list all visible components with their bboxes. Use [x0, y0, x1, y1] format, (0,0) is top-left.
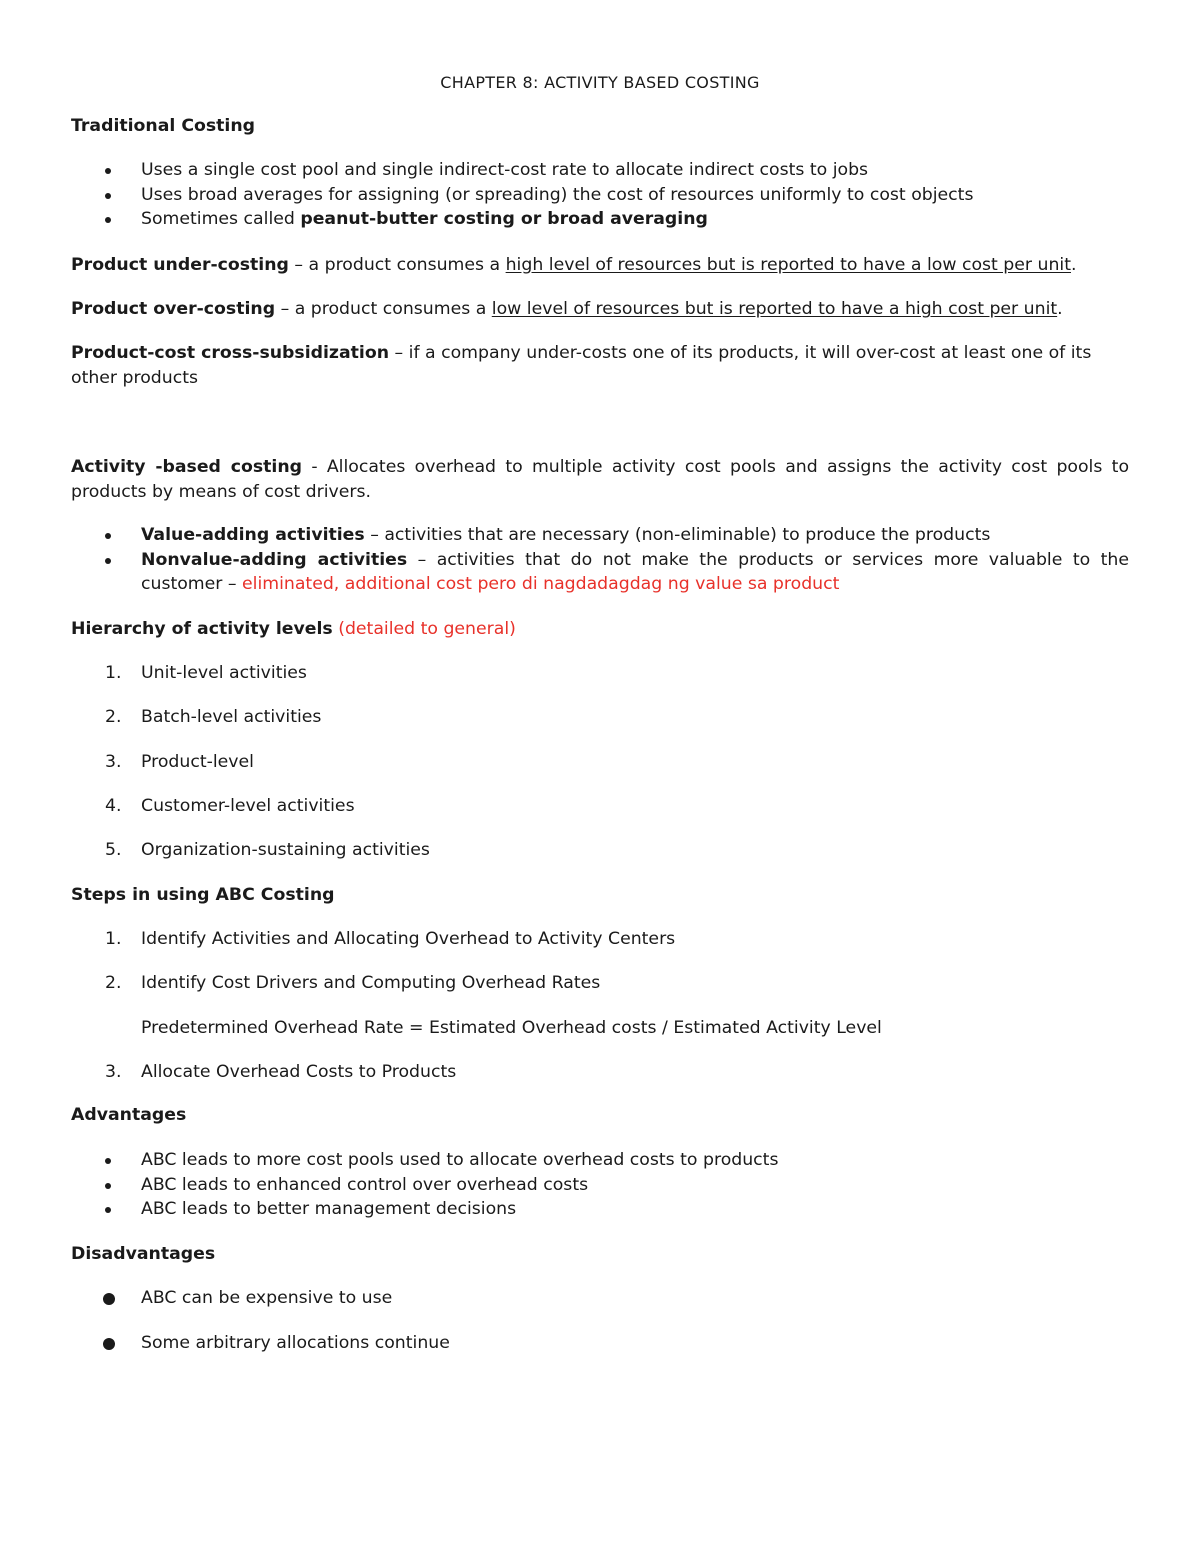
disadvantages-list — [71, 1286, 1129, 1311]
list-number: 1. — [105, 929, 122, 949]
underlined-text: high level of resources but is reported to have a low cost per unit — [505, 255, 1071, 275]
list-item — [71, 838, 1129, 863]
bold-term: peanut-butter costing or broad averaging — [300, 209, 708, 229]
list-item-text: Customer-level activities — [141, 796, 355, 816]
list-item: ABC leads to enhanced control over overhead costs — [71, 1173, 1129, 1198]
list-item — [71, 523, 1129, 548]
list-number: 3. — [105, 752, 122, 772]
hierarchy-heading — [71, 617, 1129, 642]
hierarchy-list — [71, 661, 1129, 686]
list-item — [71, 927, 1129, 952]
definition-text: – activities that do not make the products or services more valuable to the customer – — [141, 549, 1129, 594]
red-note: eliminated, additional cost pero di nagdadagdag ng value sa product — [242, 574, 840, 594]
heading-text: Hierarchy of activity levels — [71, 619, 333, 639]
term: Product-cost cross-subsidization — [71, 343, 390, 363]
list-item — [71, 750, 1129, 775]
list-item-text: Organization-sustaining activities — [141, 840, 430, 860]
list-item: ABC leads to more cost pools used to allocate overhead costs to products — [71, 1148, 1129, 1173]
list-item: Some arbitrary allocations continue — [71, 1331, 1129, 1356]
definition-text: - Allocates overhead to multiple activity cost pools and assigns the activity cost pools to products by means of cost drivers. — [71, 457, 1130, 502]
term: Product over-costing — [71, 299, 276, 319]
over-costing-definition — [71, 297, 1129, 322]
advantages-heading: Advantages — [71, 1105, 187, 1125]
list-number: 4. — [105, 796, 122, 816]
list-number: 1. — [105, 663, 122, 683]
definition-text: – if a company under-costs one of its products, it will over-cost at least one of its other products — [71, 343, 1092, 388]
abc-definition — [71, 455, 1129, 504]
list-item — [71, 971, 1129, 996]
list-item — [71, 207, 1129, 232]
definition-text: – activities that are necessary (non-eliminable) to produce the products — [364, 525, 991, 545]
cross-subsidization-definition — [71, 341, 1129, 390]
list-number: 5. — [105, 840, 122, 860]
list-item-text: Batch-level activities — [141, 707, 322, 727]
list-item — [71, 661, 1129, 686]
list-item-text: Allocate Overhead Costs to Products — [141, 1062, 457, 1082]
list-number: 3. — [105, 1062, 122, 1082]
term: Nonvalue-adding activities — [141, 549, 408, 570]
under-costing-definition — [71, 253, 1129, 278]
traditional-costing-heading: Traditional Costing — [71, 116, 256, 136]
list-item-text: Identify Cost Drivers and Computing Overhead Rates — [141, 973, 601, 993]
steps-heading: Steps in using ABC Costing — [71, 885, 335, 905]
definition-text: – a product consumes a — [288, 255, 506, 275]
list-item: ABC leads to better management decisions — [71, 1197, 1129, 1222]
steps-list — [71, 927, 1129, 952]
activity-types-list — [71, 523, 1129, 597]
list-item-text: Identify Activities and Allocating Overhead to Activity Centers — [141, 929, 676, 949]
period: . — [1057, 299, 1063, 319]
list-item-text: Sometimes called — [141, 209, 301, 229]
disadvantages-heading: Disadvantages — [71, 1244, 216, 1264]
hierarchy-list — [71, 794, 1129, 819]
hierarchy-list — [71, 750, 1129, 775]
list-item-text: Unit-level activities — [141, 663, 307, 683]
list-item: Uses broad averages for assigning (or spreading) the cost of resources uniformly to cost objects — [71, 183, 1129, 208]
hierarchy-list — [71, 838, 1129, 863]
term: Activity -based costing — [71, 457, 303, 477]
list-item-text: Product-level — [141, 752, 254, 772]
underlined-text: low level of resources but is reported to have a high cost per unit — [491, 299, 1058, 319]
list-number: 2. — [105, 973, 122, 993]
steps-list — [71, 1060, 1129, 1085]
hierarchy-list — [71, 705, 1129, 730]
list-item: ABC can be expensive to use — [71, 1286, 1129, 1311]
list-number: 2. — [105, 707, 122, 727]
disadvantages-list — [71, 1331, 1129, 1356]
advantages-list — [71, 1148, 1129, 1222]
period: . — [1070, 255, 1077, 275]
steps-list — [71, 971, 1129, 996]
red-note: (detailed to general) — [332, 619, 516, 639]
list-item — [71, 1060, 1129, 1085]
overhead-rate-formula: Predetermined Overhead Rate = Estimated Overhead costs / Estimated Activity Level — [141, 1018, 882, 1038]
definition-text: – a product consumes a — [275, 299, 492, 319]
term: Product under-costing — [71, 255, 289, 275]
traditional-costing-list — [71, 158, 1129, 232]
term: Value-adding activities — [141, 525, 365, 545]
list-item — [71, 705, 1129, 730]
list-item — [71, 548, 1129, 597]
list-item: Uses a single cost pool and single indirect-cost rate to allocate indirect costs to jobs — [71, 158, 1129, 183]
list-item — [71, 794, 1129, 819]
page-title: CHAPTER 8: ACTIVITY BASED COSTING — [440, 73, 760, 92]
